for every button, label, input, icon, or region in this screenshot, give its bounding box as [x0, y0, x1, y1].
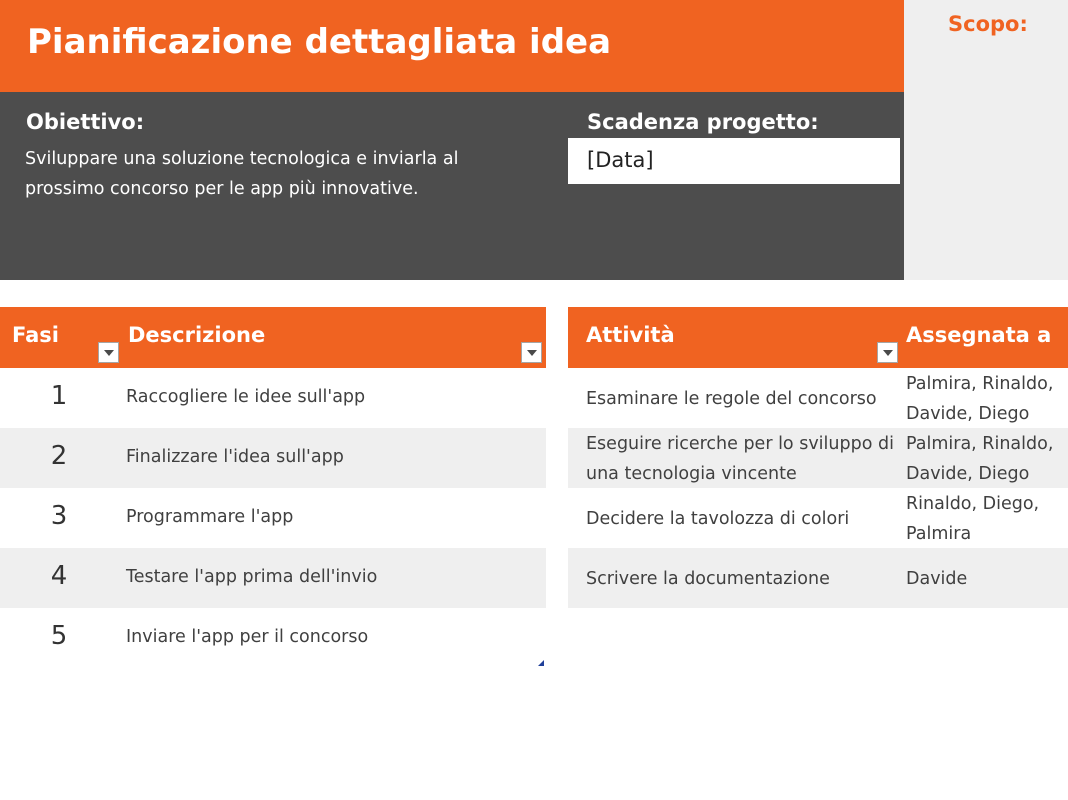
dropdown-filter-icon[interactable]	[98, 342, 119, 363]
assigned-text: Palmira, Rinaldo, Davide, Diego	[906, 434, 1054, 484]
dropdown-filter-icon[interactable]	[877, 342, 898, 363]
phase-number: 2	[50, 441, 68, 471]
activity-text: Esaminare le regole del concorso	[586, 389, 877, 409]
phase-description: Finalizzare l'idea sull'app	[126, 447, 344, 467]
table-row[interactable]	[0, 608, 546, 668]
assigned-text: Rinaldo, Diego, Palmira	[906, 494, 1040, 544]
activity-text: Eseguire ricerche per lo sviluppo di una tecnologia vincente	[586, 434, 894, 484]
column-header-description[interactable]: Descrizione	[128, 323, 266, 347]
phase-number: 3	[50, 501, 68, 531]
objective-label: Obiettivo:	[26, 110, 145, 134]
deadline-field[interactable]	[568, 138, 900, 184]
scope-label: Scopo:	[948, 12, 1028, 36]
title-banner	[0, 0, 904, 92]
phase-number: 4	[50, 561, 68, 591]
phase-description: Programmare l'app	[126, 507, 294, 527]
column-header-phases[interactable]: Fasi	[12, 323, 59, 347]
assigned-text: Davide	[906, 569, 968, 589]
table-row[interactable]	[568, 488, 1068, 548]
table-row[interactable]	[568, 548, 1068, 608]
phase-description: Inviare l'app per il concorso	[126, 627, 369, 647]
table-row[interactable]	[568, 368, 1068, 428]
phase-number: 5	[50, 621, 68, 651]
phase-number: 1	[50, 381, 68, 411]
activities-table-header	[568, 307, 1068, 368]
phase-description: Raccogliere le idee sull'app	[126, 387, 366, 407]
scope-panel	[904, 0, 1068, 280]
deadline-label: Scadenza progetto:	[587, 110, 819, 134]
table-resize-handle[interactable]	[538, 660, 544, 666]
phases-table-header	[0, 307, 546, 368]
dropdown-filter-icon[interactable]	[521, 342, 542, 363]
deadline-value[interactable]: [Data]	[587, 148, 654, 172]
page-title: Pianificazione dettagliata idea	[27, 22, 612, 62]
table-row[interactable]	[0, 488, 546, 548]
phase-description: Testare l'app prima dell'invio	[126, 567, 378, 587]
assigned-text: Palmira, Rinaldo, Davide, Diego	[906, 374, 1054, 424]
activity-text: Scrivere la documentazione	[586, 569, 830, 589]
objective-panel	[0, 92, 904, 280]
column-header-assigned[interactable]: Assegnata a	[906, 323, 1052, 347]
table-row[interactable]	[0, 548, 546, 608]
activity-text: Decidere la tavolozza di colori	[586, 509, 850, 529]
table-row[interactable]	[0, 368, 546, 428]
objective-text[interactable]: Sviluppare una soluzione tecnologica e inviarla al prossimo concorso per le app più innovative.	[25, 149, 459, 199]
table-row[interactable]	[568, 428, 1068, 488]
table-row[interactable]	[0, 428, 546, 488]
column-header-activity[interactable]: Attività	[586, 323, 675, 347]
